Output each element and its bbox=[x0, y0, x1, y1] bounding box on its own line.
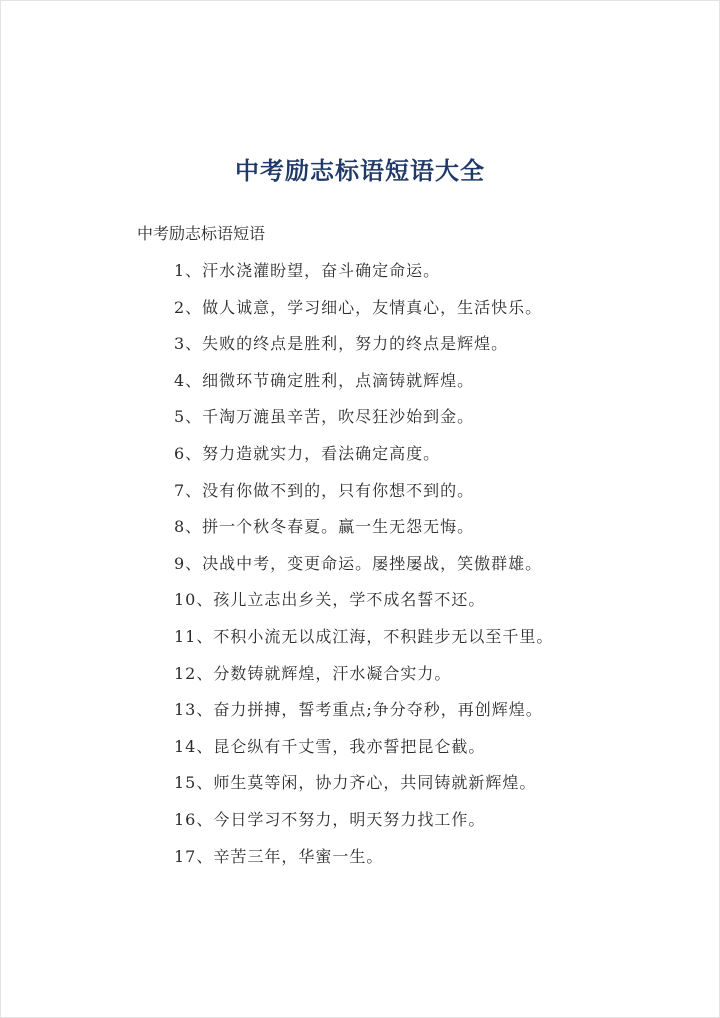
slogan-list bbox=[174, 259, 553, 881]
list-item: 3、失败的终点是胜利，努力的终点是辉煌。 bbox=[174, 334, 509, 354]
list-item: 16、今日学习不努力，明天努力找工作。 bbox=[174, 809, 486, 829]
list-item: 8、拼一个秋冬春夏。赢一生无怨无悔。 bbox=[174, 517, 475, 537]
list-item: 17、辛苦三年，华蜜一生。 bbox=[174, 846, 384, 866]
list-item: 1、汗水浇灌盼望，奋斗确定命运。 bbox=[174, 261, 441, 280]
list-item: 2、做人诚意，学习细心，友情真心，生活快乐。 bbox=[174, 297, 543, 317]
document-title: 中考励志标语短语大全 bbox=[235, 156, 485, 185]
list-item: 13、奋力拼搏，誓考重点;争分夺秒，再创辉煌。 bbox=[174, 700, 543, 720]
list-item: 15、师生莫等闲，协力齐心，共同铸就新辉煌。 bbox=[174, 773, 537, 793]
list-item: 11、不积小流无以成江海，不积跬步无以至千里。 bbox=[174, 626, 554, 646]
list-item: 4、细微环节确定胜利，点滴铸就辉煌。 bbox=[174, 370, 475, 390]
list-item: 12、分数铸就辉煌，汗水凝合实力。 bbox=[174, 663, 452, 683]
list-item: 6、努力造就实力，看法确定高度。 bbox=[174, 443, 441, 463]
list-item: 14、昆仑纵有千丈雪，我亦誓把昆仑截。 bbox=[174, 736, 486, 756]
list-item: 7、没有你做不到的，只有你想不到的。 bbox=[174, 480, 475, 500]
section-heading: 中考励志标语短语 bbox=[137, 224, 266, 243]
list-item: 10、孩儿立志出乡关，学不成名誓不还。 bbox=[174, 590, 486, 610]
list-item: 9、决战中考，变更命运。屡挫屡战，笑傲群雄。 bbox=[174, 553, 543, 573]
list-item: 5、千淘万漉虽辛苦，吹尽狂沙始到金。 bbox=[174, 407, 475, 427]
